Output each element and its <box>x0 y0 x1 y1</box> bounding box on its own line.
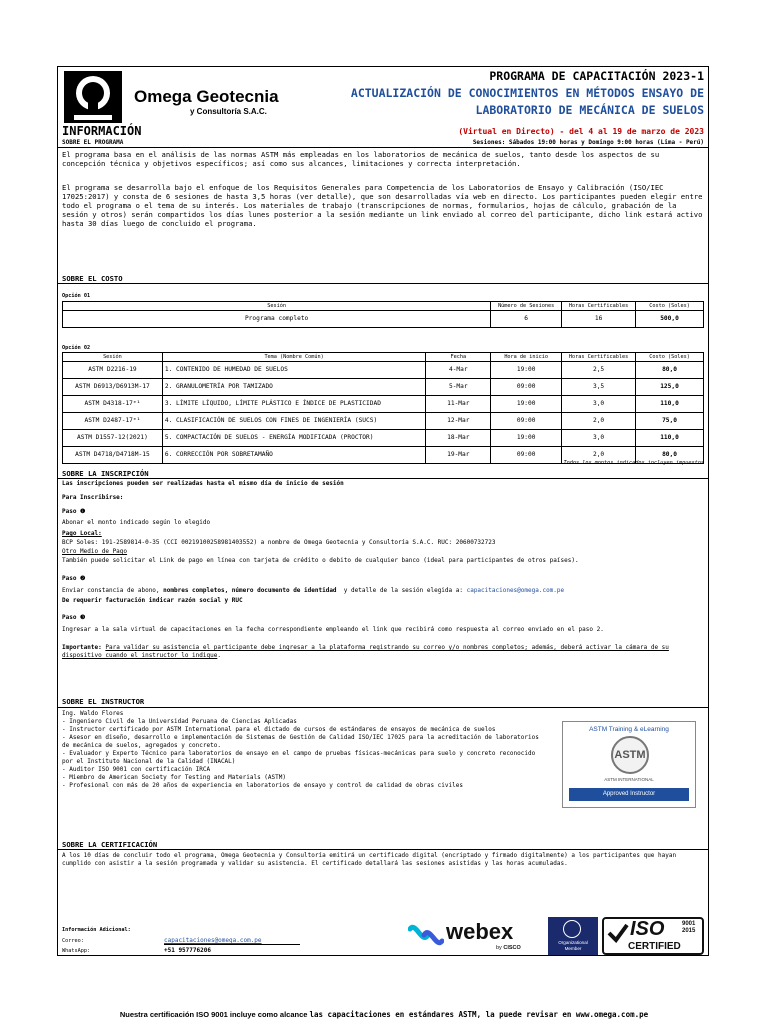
table-row <box>63 379 704 396</box>
iso-certified-logo <box>602 917 704 955</box>
cell-session: Programa completo <box>63 311 491 328</box>
cell-sessions: 6 <box>491 311 562 328</box>
cell-date: 12-Mar <box>426 413 491 430</box>
checkmark-icon <box>607 923 629 943</box>
option1-col-sessions: Número de Sesiones <box>491 302 562 311</box>
program-paragraph-1: El programa basa en el análisis de las normas ASTM más empleadas en los laboratorios de mecánica de suelos, tanto desde los aspectos de su concepción técnica y objetivos específicos; así como sus alcances, limitaciones y correcta interpretación. <box>62 150 660 168</box>
cell-cost: 125,0 <box>636 379 704 396</box>
cell-cost: 110,0 <box>636 396 704 413</box>
mode-text: (Virtual en Directo) - del 4 al 19 de marzo de 2023 <box>458 127 704 136</box>
brand-subtitle: y Consultoría S.A.C. <box>190 107 267 116</box>
cell-hours: 2,5 <box>562 362 636 379</box>
step2-email-link[interactable]: capacitaciones@omega.com.pe <box>466 587 565 594</box>
cell-hours: 3,5 <box>562 379 636 396</box>
brand-name: Omega Geotecnia <box>134 87 279 106</box>
option2-col-session: Sesión <box>63 353 163 362</box>
option2-col-hours: Horas Certificables <box>562 353 636 362</box>
webex-icon <box>408 923 444 947</box>
option2-col-start: Hora de inicio <box>491 353 562 362</box>
instructor-line: - Miembro de American Society for Testing and Materials (ASTM) <box>62 774 286 781</box>
contact-heading: Información Adicional: <box>62 927 131 933</box>
cell-start: 19:00 <box>491 396 562 413</box>
cell-date: 18-Mar <box>426 430 491 447</box>
cell-start: 19:00 <box>491 362 562 379</box>
step3-text: Ingresar a la sala virtual de capacitaciones en la fecha correspondiente empleando el link que recibirá como respuesta al correo enviado en el paso 2. <box>62 626 604 633</box>
astm-seal-icon <box>611 736 649 774</box>
instructor-name: Ing. Waldo Flores <box>62 710 124 717</box>
step1-label: Paso ❶ <box>62 508 86 515</box>
step2-text <box>62 587 564 595</box>
cell-hours: 16 <box>562 311 636 328</box>
badge-logo-text: ASTM <box>614 749 646 761</box>
table-row <box>63 413 704 430</box>
option2-col-topic: Tema (Nombre Común) <box>162 353 425 362</box>
bcp-account: BCP Soles: 191-2589814-0-35 (CCI 00219100258981403552) a nombre de Omega Geotecnia y Consultoría S.A.C. RUC: 20600732723 <box>62 539 496 546</box>
footer-note <box>0 1010 768 1020</box>
contact-divider <box>164 944 300 945</box>
important-text: Para validar su asistencia el participante debe ingresar a la plataforma registrando su correo y/o nombres completos; además, deberá activar la cámara de su dispositivo cuando el instructor lo indique <box>62 644 669 659</box>
step2-label: Paso ❷ <box>62 575 86 582</box>
cell-hours: 2,0 <box>562 413 636 430</box>
instructor-line: - Ingeniero Civil de la Universidad Peruana de Ciencias Aplicadas <box>62 718 297 725</box>
cell-topic: 2. GRANULOMETRÍA POR TAMIZADO <box>162 379 425 396</box>
table-row <box>63 430 704 447</box>
table-row <box>63 396 704 413</box>
astm-member-logo <box>548 917 598 955</box>
option2-header-row <box>63 353 704 362</box>
astm-instructor-badge <box>562 721 696 808</box>
local-pay-label: Pago Local: <box>62 530 102 537</box>
cell-hours: 3,0 <box>562 396 636 413</box>
instructor-line: - Asesor en diseño, desarrollo e implementación de Sistemas de Gestión de Calidad ISO/IEC 17025 para la acreditación de laboratorios de mecánica de suelos, agregados y concreto. <box>62 734 539 749</box>
iso-text: ISO <box>630 918 665 940</box>
cell-hours: 3,0 <box>562 430 636 447</box>
option1-col-cost: Costo (Soles) <box>636 302 704 311</box>
instructor-line: - Instructor certificado por ASTM International para el dictado de cursos de estándares de ensayos de mecánica de suelos <box>62 726 496 733</box>
webex-cisco: CISCO <box>503 945 521 951</box>
important-label: Importante: <box>62 644 102 651</box>
step3-label: Paso ❸ <box>62 614 86 621</box>
certification-text: A los 10 días de concluir todo el programa, Omega Geotecnia y Consultoría emitirá un certificado digital (encriptado y firmado digitalmente) a los participantes que hayan cumplido con asistir a la sesión programada y validar su asistencia. El certificado detallará las sesiones asistidas y las horas acumuladas. <box>62 852 677 867</box>
program-title: PROGRAMA DE CAPACITACIÓN 2023-1 <box>489 69 704 83</box>
step2-text-b: nombres completos, número documento de identidad <box>163 587 337 594</box>
webex-by: by <box>496 945 502 951</box>
astm-member-icon <box>563 920 581 938</box>
instructor-heading: SOBRE EL INSTRUCTOR <box>62 697 145 706</box>
course-title-line1: ACTUALIZACIÓN DE CONOCIMIENTOS EN MÉTODOS ENSAYO DE <box>350 86 704 100</box>
iso-certified-text: CERTIFIED <box>628 941 681 952</box>
certification-heading: SOBRE LA CERTIFICACIÓN <box>62 840 158 849</box>
cell-cost: 500,0 <box>636 311 704 328</box>
cell-date: 11-Mar <box>426 396 491 413</box>
footer-text-a: Nuestra certificación ISO 9001 incluye como alcance <box>119 1010 310 1019</box>
cell-hours: 2,0 <box>562 447 636 464</box>
instructor-line: - Profesional con más de 20 años de experiencia en laboratorios de ensayo y control de calidad de obras civiles <box>62 782 463 789</box>
tax-note: Todos los montos indicados incluyen impuestos <box>563 460 704 466</box>
instructor-line: - Evaluador y Experto Técnico para laboratorios de ensayo en el campo de pruebas físicas-mecánicas para suelo y concreto reconocido por el Instituto Nacional de la Calidad (INACAL) <box>62 750 536 765</box>
cell-cost: 80,0 <box>636 362 704 379</box>
cell-cost: 80,0 <box>636 447 704 464</box>
cell-session: ASTM D2487-17ᵉ¹ <box>63 413 163 430</box>
cell-date: 5-Mar <box>426 379 491 396</box>
option1-header-row <box>63 302 704 311</box>
info-heading: INFORMACIÓN <box>62 124 142 138</box>
iso-number: 9001 <box>682 921 696 927</box>
cost-heading: SOBRE EL COSTO <box>62 274 123 283</box>
iso-year: 2015 <box>682 928 696 934</box>
sessions-text: Sesiones: Sábados 19:00 horas y Domingo 9:00 horas (Lima - Perú) <box>472 139 704 146</box>
other-pay-label: Otro Medio de Pago <box>62 548 128 555</box>
step2-text-c: y detalle de la sesión elegida a: <box>336 587 467 594</box>
step1-text: Abonar el monto indicado según lo elegido <box>62 519 211 526</box>
webex-text: webex <box>446 919 514 944</box>
webex-by-text <box>496 945 521 951</box>
table-row <box>63 362 704 379</box>
important-note <box>62 644 704 660</box>
option2-table <box>62 352 704 464</box>
option1-label: Opción 01 <box>62 293 91 299</box>
cell-start: 09:00 <box>491 379 562 396</box>
instructor-line: - Auditor ISO 9001 con certificación IRCA <box>62 766 211 773</box>
cell-topic: 1. CONTENIDO DE HUMEDAD DE SUELOS <box>162 362 425 379</box>
cell-session: ASTM D4718/D4718M-15 <box>63 447 163 464</box>
whatsapp-number: +51 957776206 <box>164 947 211 954</box>
option1-col-hours: Horas Certificables <box>562 302 636 311</box>
program-paragraph-2: El programa se desarrolla bajo el enfoque de los Requisitos Generales para Competencia de los Laboratorios de Ensayo y Calibración (ISO/IEC 17025:2017) y consta de 6 sesiones de hasta 3,5 horas (ver detalle), que son desarrolladas vía web en directo. Los participantes pueden elegir entre todo el programa o el tema de su interés. Los materiales de trabajo (transcripciones de normas, formularios, hojas de cálculo, grabación de la sesión y otros) serán compartidos los días lunes posterior a la sesión mediante un link enviado al correo del participante, dicho link estará activo hasta 30 días luego de concluido el programa. <box>62 183 703 228</box>
cell-start: 09:00 <box>491 413 562 430</box>
table-row <box>63 311 704 328</box>
badge-intl-text: ASTM INTERNATIONAL <box>604 777 654 782</box>
cell-topic: 4. CLASIFICACIÓN DE SUELOS CON FINES DE INGENIERÍA (SUCS) <box>162 413 425 430</box>
cell-topic: 3. LÍMITE LÍQUIDO, LÍMITE PLÁSTICO E ÍNDICE DE PLASTICIDAD <box>162 396 425 413</box>
program-heading: SOBRE EL PROGRAMA <box>62 139 124 146</box>
instructor-bio <box>62 710 548 790</box>
course-title-line2: LABORATORIO DE MECÁNICA DE SUELOS <box>475 103 704 117</box>
cell-start: 19:00 <box>491 430 562 447</box>
cell-start: 09:00 <box>491 447 562 464</box>
cell-cost: 110,0 <box>636 430 704 447</box>
option2-col-date: Fecha <box>426 353 491 362</box>
important-end: . <box>217 652 221 659</box>
step2-text-a: Enviar constancia de abono, <box>62 587 164 594</box>
cell-topic: 5. COMPACTACIÓN DE SUELOS - ENERGÍA MODIFICADA (PROCTOR) <box>162 430 425 447</box>
whatsapp-label: WhatsApp: <box>62 948 91 954</box>
option2-col-cost: Costo (Soles) <box>636 353 704 362</box>
option1-col-session: Sesión <box>63 302 491 311</box>
cell-topic: 6. CORRECCIÓN POR SOBRETAMAÑO <box>162 447 425 464</box>
other-pay-text: También puede solicitar el Link de pago en línea con tarjeta de crédito o debito de cualquier banco (ideal para participantes de otros países). <box>62 557 579 564</box>
invoice-note: De requerir facturación indicar razón social y RUC <box>62 597 243 604</box>
cell-session: ASTM D1557-12(2021) <box>63 430 163 447</box>
contact-email-link[interactable]: capacitaciones@omega.com.pe <box>164 937 262 944</box>
email-label: Correo: <box>62 938 84 944</box>
badge-top-text: ASTM Training & eLearning <box>589 726 669 733</box>
company-logo <box>64 71 122 123</box>
cell-date: 4-Mar <box>426 362 491 379</box>
webex-logo <box>408 919 538 955</box>
astm-member-line1: Organizational <box>558 940 588 945</box>
option1-table <box>62 301 704 328</box>
astm-member-line2: Member <box>564 946 582 951</box>
document-frame <box>57 66 709 956</box>
cell-session: ASTM D4318-17ᵉ¹ <box>63 396 163 413</box>
registration-intro: Las inscripciones pueden ser realizadas hasta el mismo día de inicio de sesión <box>62 480 344 487</box>
registration-how: Para Inscribirse: <box>62 494 124 501</box>
cell-date: 19-Mar <box>426 447 491 464</box>
registration-heading: SOBRE LA INSCRIPCIÓN <box>62 469 149 478</box>
option2-label: Opción 02 <box>62 345 91 351</box>
cell-cost: 75,0 <box>636 413 704 430</box>
badge-bottom-text: Approved Instructor <box>569 788 689 801</box>
cell-session: ASTM D6913/D6913M-17 <box>63 379 163 396</box>
cell-session: ASTM D2216-19 <box>63 362 163 379</box>
footer-text-b: las capacitaciones en estándares ASTM, la puede revisar en www.omega.com.pe <box>309 1010 649 1019</box>
